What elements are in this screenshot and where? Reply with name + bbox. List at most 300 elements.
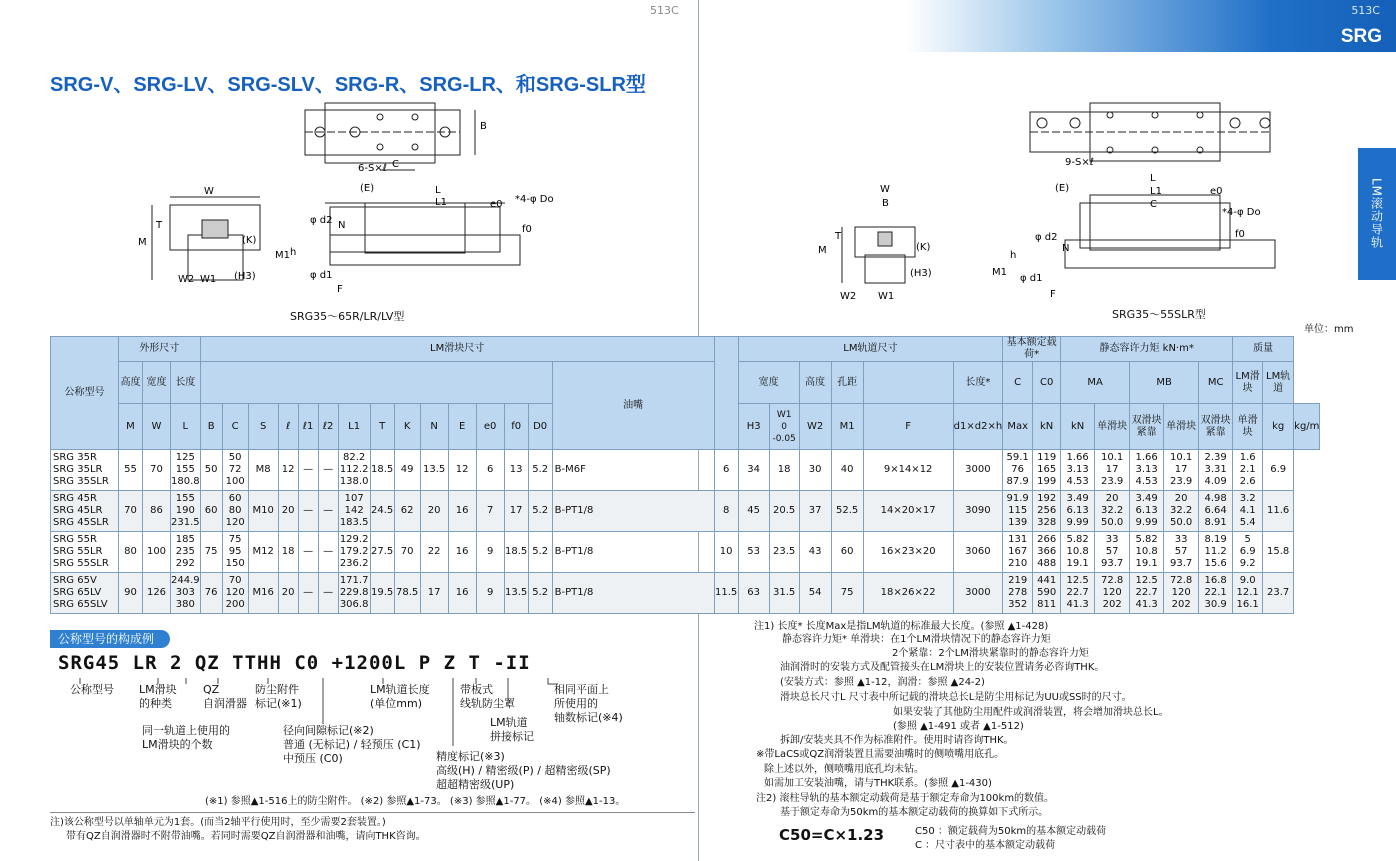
cell-W: 126 xyxy=(143,573,171,614)
cell-Co-line: 119 xyxy=(1037,452,1057,463)
label-m1-r: M1 xyxy=(992,267,1007,278)
cell-C-line: 75 xyxy=(228,534,242,545)
cell-L xyxy=(171,450,201,491)
cfg-refs: (※1) 参照▲1-516上的防尘附件。 (※2) 参照▲1-73。 (※3) 参照▲1-77。 (※4) 参照▲1-13。 xyxy=(205,796,626,807)
cell-mb xyxy=(1233,491,1263,532)
label-do: *4-φ Do xyxy=(515,194,554,205)
spec-table xyxy=(50,336,1320,614)
cell-MA2-line: 23.9 xyxy=(1101,476,1124,487)
label-m: M xyxy=(138,237,147,248)
cfg-ii: 相同平面上 所使用的 轴数标记(※4) xyxy=(554,683,623,724)
th-load: 基本额定载荷* xyxy=(1003,337,1061,362)
th-MA: MA xyxy=(1061,362,1130,404)
cell-Cs-line: 59.1 xyxy=(1006,452,1029,463)
cell-MC-line: 8.91 xyxy=(1204,517,1227,528)
cell-MA1 xyxy=(1061,532,1095,573)
formula-def-2: C ：尺寸表中的基本额定动载荷 xyxy=(915,840,1056,851)
cell-MA2-line: 93.7 xyxy=(1101,558,1124,569)
cell-M1: 37 xyxy=(799,491,831,532)
th-l1: ℓ1 xyxy=(298,404,318,450)
cell-C-line: 120 xyxy=(225,587,245,598)
th-moment: 静态容许力矩 kN·m* xyxy=(1061,337,1233,362)
cell-L1-line: 306.8 xyxy=(339,599,369,610)
cell-Max: 3000 xyxy=(953,450,1003,491)
cell-MC-line: 6.64 xyxy=(1204,505,1227,516)
label-d1: φ d1 xyxy=(310,270,333,281)
cell-MB1 xyxy=(1130,532,1164,573)
cell-M1: 43 xyxy=(799,532,831,573)
cell-C-line: 200 xyxy=(225,599,245,610)
th-S: S xyxy=(248,404,278,450)
cell-mb-line: 2.1 xyxy=(1239,464,1256,475)
cell-mr: 6.9 xyxy=(1263,450,1294,491)
front-view-right xyxy=(842,227,915,283)
cell-MB1-line: 19.1 xyxy=(1135,558,1158,569)
cell-Cs-line: 139 xyxy=(1008,517,1028,528)
label-w: W xyxy=(204,186,214,197)
th-kN1: kN xyxy=(1033,404,1061,450)
cell-L-line: 155 xyxy=(175,464,195,475)
cell-W: 70 xyxy=(143,450,171,491)
cell-MA2-line: 57 xyxy=(1105,546,1119,557)
cell-N: 22 xyxy=(420,532,448,573)
cell-l1: — xyxy=(298,491,318,532)
cell-MA2-line: 120 xyxy=(1102,587,1122,598)
cell-S: M12 xyxy=(248,532,278,573)
cell-H3: 11.5 xyxy=(714,573,738,614)
th-L: L xyxy=(171,404,201,450)
cell-Cs-line: 131 xyxy=(1008,534,1028,545)
note-line: 滑块总长尺寸L 尺寸表中所记载的滑块总长L是防尘用标记为UU或SS时的尺寸。 xyxy=(780,692,1132,703)
th-T: T xyxy=(370,404,394,450)
cell-Cs-line: 219 xyxy=(1008,575,1028,586)
page-title: SRG-V、SRG-LV、SRG-SLV、SRG-R、SRG-LR、和SRG-SLR型 xyxy=(50,74,646,96)
cell-MB1-line: 1.66 xyxy=(1135,452,1158,463)
cell-B: 76 xyxy=(200,573,222,614)
cell-Cs-line: 278 xyxy=(1008,587,1028,598)
cell-MA2-line: 32.2 xyxy=(1101,505,1124,516)
cell-L-line: 185 xyxy=(175,534,195,545)
cell-d: 9×14×12 xyxy=(863,450,953,491)
cell-MA1-line: 41.3 xyxy=(1066,599,1089,610)
unit-label: 单位：mm xyxy=(1304,324,1354,335)
th-kN2: kN xyxy=(1061,404,1095,450)
cell-Co xyxy=(1033,450,1061,491)
th-MA-single: 单滑块 xyxy=(1095,404,1130,450)
cell-l: 12 xyxy=(278,450,298,491)
cell-Cs xyxy=(1003,573,1033,614)
cell-L1-line: 107 xyxy=(344,493,364,504)
cell-MA1 xyxy=(1061,573,1095,614)
cell-MB2 xyxy=(1164,491,1199,532)
cell-MB2-line: 50.0 xyxy=(1170,517,1193,528)
cell-MA2 xyxy=(1095,532,1130,573)
cell-Co-line: 590 xyxy=(1037,587,1057,598)
th-l2: ℓ2 xyxy=(318,404,338,450)
cell-MB1-line: 22.7 xyxy=(1135,587,1158,598)
label-d2-r: φ d2 xyxy=(1035,232,1058,243)
note-line: (参照 ▲1-491 或者 ▲1-512) xyxy=(893,721,1024,732)
note-line: 2个紧靠：2个LM滑块紧靠时的静态容许力矩 xyxy=(892,648,1089,659)
cell-eo: 9 xyxy=(476,532,504,573)
cell-L1 xyxy=(338,450,370,491)
cell-E: 16 xyxy=(448,491,476,532)
cell-L-line: 180.8 xyxy=(171,476,200,487)
table-row xyxy=(51,450,1320,491)
label-h3: (H3) xyxy=(234,271,256,282)
cfg-qz: QZ 自润滑器 xyxy=(203,683,247,710)
label-h-r: h xyxy=(1010,250,1017,261)
cell-MA1-line: 4.53 xyxy=(1066,476,1089,487)
cell-l1: — xyxy=(298,532,318,573)
cell-MB2-line: 10.1 xyxy=(1170,452,1193,463)
cell-mb-line: 16.1 xyxy=(1236,599,1259,610)
cell-L1-line: 229.8 xyxy=(339,587,369,598)
cell-mb-line: 1.6 xyxy=(1239,452,1256,463)
cell-mr: 23.7 xyxy=(1263,573,1294,614)
cell-mb-line: 5.4 xyxy=(1239,517,1256,528)
cell-MB1-line: 4.53 xyxy=(1135,476,1158,487)
cell-mb xyxy=(1233,450,1263,491)
cell-Co-line: 266 xyxy=(1037,534,1057,545)
cell-C-line: 70 xyxy=(228,575,242,586)
cell-N: 17 xyxy=(420,573,448,614)
cell-L1-line: 138.0 xyxy=(339,476,369,487)
cell-MA2 xyxy=(1095,450,1130,491)
cell-L1-line: 112.2 xyxy=(339,464,369,475)
th-N: N xyxy=(420,404,448,450)
cell-models-line: SRG 45SLR xyxy=(53,517,109,528)
label-eo-r: e0 xyxy=(1210,186,1223,197)
cfg-clear: 径向间隙标记(※2) 普通 (无标记) / 轻预压 (C1) 中预压 (C0) xyxy=(283,724,421,765)
cell-MB1-line: 41.3 xyxy=(1135,599,1158,610)
note-line: 除上述以外，侧喷嘴用底孔均未钻。 xyxy=(764,764,924,775)
note-line: 如需加工安装油嘴，请与THK联系。(参照 ▲1-430) xyxy=(764,778,992,789)
cell-fo: 17 xyxy=(504,491,528,532)
cell-C-line: 60 xyxy=(228,493,242,504)
formula: C50=C×1.23 xyxy=(779,826,885,844)
cell-N: 13.5 xyxy=(420,450,448,491)
foot-1: 注)该公称型号以单轴单元为1套。(而当2轴平行使用时，至少需要2套装置。) xyxy=(50,817,386,828)
cell-Cs-line: 210 xyxy=(1008,558,1028,569)
header-band xyxy=(905,0,1396,52)
cell-Cs-line: 352 xyxy=(1008,599,1028,610)
th-nipple: 油嘴 xyxy=(552,362,714,450)
cell-Cs-line: 115 xyxy=(1008,505,1028,516)
cell-mb-line: 6.9 xyxy=(1239,546,1256,557)
cell-MA2 xyxy=(1095,573,1130,614)
label-w1-r: W1 xyxy=(878,291,895,302)
label-e-r: (E) xyxy=(1055,183,1070,194)
formula-def-1: C50 ：额定载荷为50km的基本额定动载荷 xyxy=(915,826,1107,837)
label-fo-r: f0 xyxy=(1235,229,1245,240)
cell-Co-line: 811 xyxy=(1037,599,1057,610)
cell-mr: 15.8 xyxy=(1263,532,1294,573)
config-pill: 公称型号的构成例 xyxy=(50,630,170,648)
cell-W2: 31.5 xyxy=(769,573,799,614)
cell-MA1-line: 10.8 xyxy=(1066,546,1089,557)
label-c-r: C xyxy=(1150,199,1157,210)
cfg-t: LM轨道 拼接标记 xyxy=(490,716,534,743)
cell-L1-line: 179.2 xyxy=(339,546,369,557)
top-view-right xyxy=(1030,103,1270,161)
cell-mb-line: 5 xyxy=(1244,534,1251,545)
cell-MC-line: 2.39 xyxy=(1204,452,1227,463)
cell-MA1 xyxy=(1061,491,1095,532)
table-row xyxy=(51,573,1320,614)
th-d: d1×d2×h xyxy=(953,404,1003,450)
cell-models-line: SRG 45LR xyxy=(53,505,103,516)
cell-mb-line: 9.0 xyxy=(1239,575,1256,586)
cell-C xyxy=(222,450,248,491)
cell-Co xyxy=(1033,532,1061,573)
cell-N: 20 xyxy=(420,491,448,532)
cell-l1: — xyxy=(298,450,318,491)
label-l: L xyxy=(435,185,441,196)
cell-Cs-line: 91.9 xyxy=(1006,493,1029,504)
th-height: 高度 xyxy=(119,362,143,404)
cell-fo: 13.5 xyxy=(504,573,528,614)
label-l1: L1 xyxy=(435,197,447,208)
label-n-r: N xyxy=(1062,243,1070,254)
cell-Co-line: 441 xyxy=(1037,575,1057,586)
note-line: 如果安装了其他防尘用配件或润滑装置，将会增加滑块总长L。 xyxy=(893,707,1169,718)
label-m-r: M xyxy=(818,245,827,256)
label-d1-r: φ d1 xyxy=(1020,273,1043,284)
th-K: K xyxy=(394,404,420,450)
cell-MA2-line: 33 xyxy=(1105,534,1119,545)
cell-H3: 8 xyxy=(714,491,738,532)
label-sx: 6-S×ℓ xyxy=(358,163,387,174)
cell-L xyxy=(171,532,201,573)
label-f-r: F xyxy=(1050,289,1056,300)
page-number-right: 513C xyxy=(1351,4,1380,17)
cell-C xyxy=(222,573,248,614)
cell-Do: 5.2 xyxy=(528,491,552,532)
cell-MB1-line: 3.13 xyxy=(1135,464,1158,475)
th-F: F xyxy=(863,404,953,450)
cell-MB1 xyxy=(1130,450,1164,491)
cell-MC-line: 15.6 xyxy=(1204,558,1227,569)
cell-Co-line: 328 xyxy=(1037,517,1057,528)
cell-W2: 23.5 xyxy=(769,532,799,573)
th-rail: LM轨道尺寸 xyxy=(738,337,1003,362)
cell-MA2 xyxy=(1095,491,1130,532)
th-model: 公称型号 xyxy=(51,337,119,450)
label-t: T xyxy=(156,220,163,231)
th-B: B xyxy=(200,404,222,450)
th-rail-length: 长度* xyxy=(953,362,1003,404)
cell-T: 19.5 xyxy=(370,573,394,614)
table-row xyxy=(51,491,1320,532)
cell-T: 27.5 xyxy=(370,532,394,573)
th-MB: MB xyxy=(1130,362,1199,404)
th-E: E xyxy=(448,404,476,450)
cell-l: 20 xyxy=(278,573,298,614)
cell-Co xyxy=(1033,573,1061,614)
label-l1-r: L1 xyxy=(1150,186,1162,197)
cell-models-line: SRG 35SLR xyxy=(53,476,109,487)
cell-Max: 3060 xyxy=(953,532,1003,573)
model-code: SRG45 LR 2 QZ TTHH C0 +1200L P Z T -II xyxy=(58,652,531,674)
th-Do: D0 xyxy=(528,404,552,450)
cell-mb-line: 9.2 xyxy=(1239,558,1256,569)
th-rail-width: 宽度 xyxy=(738,362,799,404)
caption-left: SRG35～65R/LR/LV型 xyxy=(290,310,405,323)
note-line: 拆卸/安装夹具不作为标准附件。使用时请咨询THK。 xyxy=(780,735,1014,746)
cell-C-line: 80 xyxy=(228,505,242,516)
cell-mb-line: 3.2 xyxy=(1239,493,1256,504)
cell-models-line: SRG 55SLR xyxy=(53,558,109,569)
side-tab[interactable]: LM滚动导轨 xyxy=(1358,148,1396,280)
cell-W1: 34 xyxy=(738,450,769,491)
cell-C-line: 72 xyxy=(228,464,242,475)
cell-M: 80 xyxy=(119,532,143,573)
cell-H3: 6 xyxy=(714,450,738,491)
cfg-seal: 防尘附件 标记(※1) xyxy=(255,683,302,710)
label-f: F xyxy=(337,284,343,295)
cell-MB2 xyxy=(1164,532,1199,573)
cell-L1-line: 82.2 xyxy=(343,452,366,463)
cell-Cs-line: 167 xyxy=(1008,546,1028,557)
cell-l1: — xyxy=(298,573,318,614)
th-Co: C0 xyxy=(1033,362,1061,404)
table-body xyxy=(51,450,1320,614)
label-k-r: (K) xyxy=(916,242,931,253)
cell-MB2-line: 202 xyxy=(1171,599,1191,610)
cell-l: 18 xyxy=(278,532,298,573)
th-width: 宽度 xyxy=(143,362,171,404)
cell-Cs xyxy=(1003,491,1033,532)
cell-MC xyxy=(1199,532,1233,573)
th-H3: H3 xyxy=(738,404,769,450)
cell-F: 75 xyxy=(831,573,863,614)
cell-E: 16 xyxy=(448,573,476,614)
cell-L1 xyxy=(338,573,370,614)
cell-MA2-line: 10.1 xyxy=(1101,452,1124,463)
note-line: 注1) 长度* 长度Max是指LM轨道的标准最大长度。(参照 ▲1-428) xyxy=(754,621,1049,632)
label-sx-r: 9-S×ℓ xyxy=(1065,157,1094,168)
cell-MC-line: 8.19 xyxy=(1204,534,1227,545)
cell-L1-line: 171.7 xyxy=(339,575,369,586)
th-mass: 质量 xyxy=(1233,337,1294,362)
cell-E: 12 xyxy=(448,450,476,491)
cell-W2: 20.5 xyxy=(769,491,799,532)
label-w1: W1 xyxy=(200,274,217,285)
th-lmblock: LM滑块 xyxy=(1233,362,1263,404)
cell-L1-line: 142 xyxy=(344,505,364,516)
cell-nipple: B-M6F xyxy=(552,450,714,491)
cell-M1: 30 xyxy=(799,450,831,491)
cell-S: M16 xyxy=(248,573,278,614)
caption-right: SRG35～55SLR型 xyxy=(1112,308,1206,321)
cell-Cs xyxy=(1003,532,1033,573)
cell-MC-line: 16.8 xyxy=(1204,575,1227,586)
cell-l2: — xyxy=(318,491,338,532)
cell-models xyxy=(51,573,119,614)
label-m1: M1 xyxy=(275,250,290,261)
label-do-r: *4-φ Do xyxy=(1222,207,1261,218)
cell-Co-line: 256 xyxy=(1037,505,1057,516)
cell-Cs-line: 76 xyxy=(1011,464,1025,475)
th-C: C xyxy=(1003,362,1033,404)
cell-C-line: 50 xyxy=(228,452,242,463)
label-t-r: T xyxy=(835,231,842,242)
cell-L-line: 303 xyxy=(175,587,195,598)
cell-C-line: 150 xyxy=(225,558,245,569)
label-eo: e0 xyxy=(490,199,503,210)
note-line: ※带LaCS或QZ润滑装置且需要油嘴时的侧喷嘴用底孔。 xyxy=(756,749,1005,760)
cell-L xyxy=(171,491,201,532)
note-line: (安装方式：参照 ▲1-12，润滑：参照 ▲24-2) xyxy=(780,677,985,688)
cfg-num: 同一轨道上使用的 LM滑块的个数 xyxy=(142,724,230,751)
cell-MC-line: 30.9 xyxy=(1204,599,1227,610)
th-MB-double: 双滑块紧靠 xyxy=(1199,404,1233,450)
cell-models-line: SRG 65LV xyxy=(53,587,102,598)
cell-MB1 xyxy=(1130,491,1164,532)
th-length: 长度 xyxy=(171,362,201,404)
cell-Do: 5.2 xyxy=(528,573,552,614)
cell-W2: 18 xyxy=(769,450,799,491)
cell-MA1-line: 9.99 xyxy=(1066,517,1089,528)
note-line: 基于额定寿命为50km的基本额定动载荷的换算如下式所示。 xyxy=(780,807,1049,818)
label-l-r: L xyxy=(1150,173,1156,184)
page-number-left: 513C xyxy=(650,4,679,17)
th-M1: M1 xyxy=(831,404,863,450)
cell-mb-line: 12.1 xyxy=(1236,587,1259,598)
cell-fo: 18.5 xyxy=(504,532,528,573)
cell-MB1-line: 5.82 xyxy=(1135,534,1158,545)
cell-M1: 54 xyxy=(799,573,831,614)
th-W: W xyxy=(143,404,171,450)
cell-L-line: 125 xyxy=(175,452,195,463)
cell-Do: 5.2 xyxy=(528,450,552,491)
cell-models-line: SRG 55LR xyxy=(53,546,103,557)
cell-MB1-line: 9.99 xyxy=(1135,517,1158,528)
th-outer: 外形尺寸 xyxy=(119,337,201,362)
cell-F: 60 xyxy=(831,532,863,573)
side-view-left xyxy=(325,203,520,265)
label-d2: φ d2 xyxy=(310,215,333,226)
th-MC-single: 单滑块 xyxy=(1233,404,1263,450)
cell-Max: 3090 xyxy=(953,491,1003,532)
cell-L1-line: 129.2 xyxy=(339,534,369,545)
label-w-r: W xyxy=(880,184,890,195)
cell-B: 75 xyxy=(200,532,222,573)
cfg-z: 带板式 线轨防尘罩 xyxy=(460,683,515,710)
cell-MB2-line: 72.8 xyxy=(1170,575,1193,586)
cell-MB2-line: 33 xyxy=(1174,534,1188,545)
cell-MA1-line: 3.13 xyxy=(1066,464,1089,475)
th-l: ℓ xyxy=(278,404,298,450)
cell-MB2 xyxy=(1164,450,1199,491)
cell-C-line: 120 xyxy=(225,517,245,528)
cell-d: 14×20×17 xyxy=(863,491,953,532)
cell-H3: 10 xyxy=(714,532,738,573)
drawing-left xyxy=(130,95,570,310)
cell-d: 16×23×20 xyxy=(863,532,953,573)
cell-models xyxy=(51,450,119,491)
cell-MB2-line: 93.7 xyxy=(1170,558,1193,569)
cell-MB1-line: 3.49 xyxy=(1135,493,1158,504)
cell-Max: 3000 xyxy=(953,573,1003,614)
cell-Do: 5.2 xyxy=(528,532,552,573)
cell-mb-line: 2.6 xyxy=(1239,476,1256,487)
note-line: 注2) 滚柱导轨的基本额定动载荷是基于额定寿命为100km的数值。 xyxy=(756,793,1055,804)
cell-eo: 6 xyxy=(476,450,504,491)
cell-models xyxy=(51,491,119,532)
cell-MA1-line: 5.82 xyxy=(1066,534,1089,545)
